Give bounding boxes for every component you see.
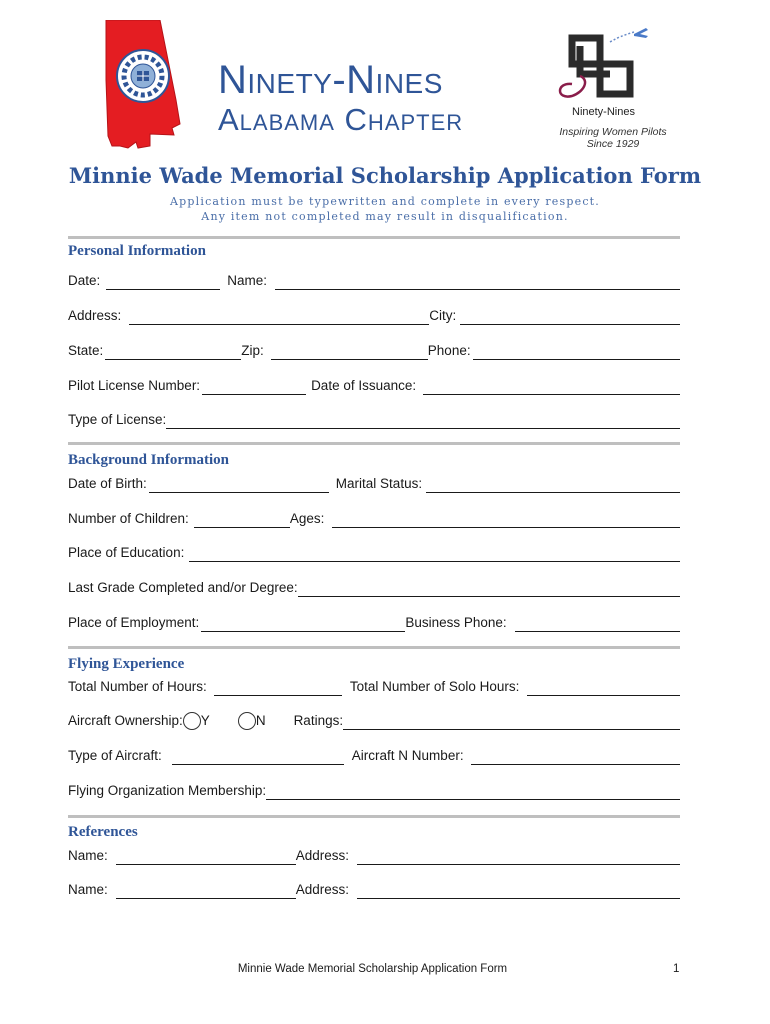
ages-field[interactable]: [332, 513, 680, 528]
row-address-city: [68, 305, 680, 325]
section-heading-background: Background Information: [68, 452, 230, 468]
logo-tagline: [548, 126, 678, 150]
membership-field[interactable]: [266, 785, 680, 800]
date-issuance-label: Date of Issuance:: [311, 378, 417, 393]
total-hours-label: Total Number of Hours:: [68, 679, 207, 694]
reference-2-address-label: Address:: [295, 882, 350, 897]
date-label: Date:: [68, 273, 101, 288]
date-issuance-field[interactable]: [423, 380, 680, 395]
ratings-field[interactable]: [343, 715, 680, 730]
zip-label: Zip:: [241, 343, 264, 358]
grade-label: Last Grade Completed and/or Degree:: [68, 580, 298, 595]
aircraft-type-field[interactable]: [172, 750, 344, 765]
form-title: Minnie Wade Memorial Scholarship Application Form: [68, 163, 702, 188]
row-hours: [68, 676, 680, 696]
logo-tagline-line1: Inspiring Women Pilots: [559, 126, 667, 138]
footer-title: Minnie Wade Memorial Scholarship Application Form: [237, 963, 508, 975]
section-divider: [68, 236, 680, 239]
row-date-name: [68, 270, 680, 290]
n-number-field[interactable]: [471, 750, 680, 765]
membership-label: Flying Organization Membership:: [68, 783, 267, 798]
section-heading-personal: Personal Information: [68, 243, 206, 259]
education-label: Place of Education:: [68, 545, 185, 560]
grade-field[interactable]: [298, 582, 680, 597]
city-field[interactable]: [460, 310, 680, 325]
total-hours-field[interactable]: [214, 681, 342, 696]
ages-label: Ages:: [289, 511, 325, 526]
aircraft-type-label: Type of Aircraft:: [68, 748, 162, 763]
reference-2-name-label: Name:: [68, 882, 108, 897]
alabama-state-logo: [98, 20, 188, 155]
row-education: [68, 542, 680, 562]
pilot-license-label: Pilot License Number:: [68, 378, 201, 393]
page-number: 1: [673, 963, 680, 975]
row-reference-1: [68, 845, 680, 865]
section-divider: [68, 815, 680, 818]
compass-rose-icon: [117, 50, 169, 102]
ownership-no-label: N: [255, 713, 266, 728]
ownership-label: Aircraft Ownership:: [68, 713, 183, 728]
logo-org-name: Ninety-Nines: [572, 106, 635, 118]
section-heading-flying: Flying Experience: [68, 656, 185, 672]
organization-title: [218, 58, 463, 138]
children-label: Number of Children:: [68, 511, 189, 526]
reference-1-name-field[interactable]: [116, 850, 296, 865]
solo-hours-field[interactable]: [527, 681, 680, 696]
ownership-no-radio[interactable]: [238, 712, 256, 730]
instruction-line-2: Any item not completed may result in disqualification.: [201, 210, 569, 223]
reference-2-address-field[interactable]: [357, 884, 680, 899]
marital-field[interactable]: [426, 478, 680, 493]
section-divider: [68, 442, 680, 445]
city-label: City:: [429, 308, 457, 323]
org-name-line1: Ninety-Nines: [218, 58, 443, 102]
children-field[interactable]: [194, 513, 290, 528]
employment-field[interactable]: [201, 617, 405, 632]
phone-field[interactable]: [473, 345, 680, 360]
ownership-yes-radio[interactable]: [183, 712, 201, 730]
ownership-yes-label: Y: [200, 713, 210, 728]
license-type-label: Type of License:: [68, 412, 167, 427]
ratings-label: Ratings:: [293, 713, 344, 728]
phone-label: Phone:: [427, 343, 471, 358]
section-divider: [68, 646, 680, 649]
dob-field[interactable]: [149, 478, 329, 493]
business-phone-field[interactable]: [515, 617, 680, 632]
reference-2-name-field[interactable]: [116, 884, 296, 899]
row-ownership-ratings: [68, 710, 680, 730]
reference-1-address-field[interactable]: [357, 850, 680, 865]
instruction-line-1: Application must be typewritten and complete in every respect.: [170, 195, 600, 208]
name-field[interactable]: [275, 275, 680, 290]
row-membership: [68, 780, 680, 800]
row-license: [68, 375, 680, 395]
org-name-line2: Alabama Chapter: [218, 102, 464, 137]
row-children: [68, 508, 680, 528]
reference-1-address-label: Address:: [295, 848, 350, 863]
state-field[interactable]: [105, 345, 241, 360]
row-aircraft: [68, 745, 680, 765]
dob-label: Date of Birth:: [68, 476, 147, 491]
employment-label: Place of Employment:: [68, 615, 200, 630]
marital-label: Marital Status:: [335, 476, 423, 491]
date-field[interactable]: [106, 275, 220, 290]
name-label: Name:: [227, 273, 268, 288]
logo-tagline-line2: Since 1929: [586, 138, 640, 150]
airplane-icon: [634, 28, 648, 38]
state-label: State:: [68, 343, 104, 358]
reference-1-name-label: Name:: [68, 848, 108, 863]
business-phone-label: Business Phone:: [405, 615, 507, 630]
row-employment: [68, 612, 680, 632]
address-label: Address:: [68, 308, 122, 323]
ninety-nines-logo: [550, 24, 654, 108]
row-grade: [68, 577, 680, 597]
row-dob-marital: [68, 473, 680, 493]
license-type-field[interactable]: [166, 414, 680, 429]
row-reference-2: [68, 879, 680, 899]
section-heading-references: References: [68, 824, 138, 840]
education-field[interactable]: [189, 547, 680, 562]
solo-hours-label: Total Number of Solo Hours:: [349, 679, 520, 694]
row-license-type: [68, 409, 680, 429]
address-field[interactable]: [129, 310, 429, 325]
row-state-zip-phone: [68, 340, 680, 360]
n-number-label: Aircraft N Number:: [351, 748, 464, 763]
pilot-license-field[interactable]: [202, 380, 306, 395]
zip-field[interactable]: [271, 345, 428, 360]
